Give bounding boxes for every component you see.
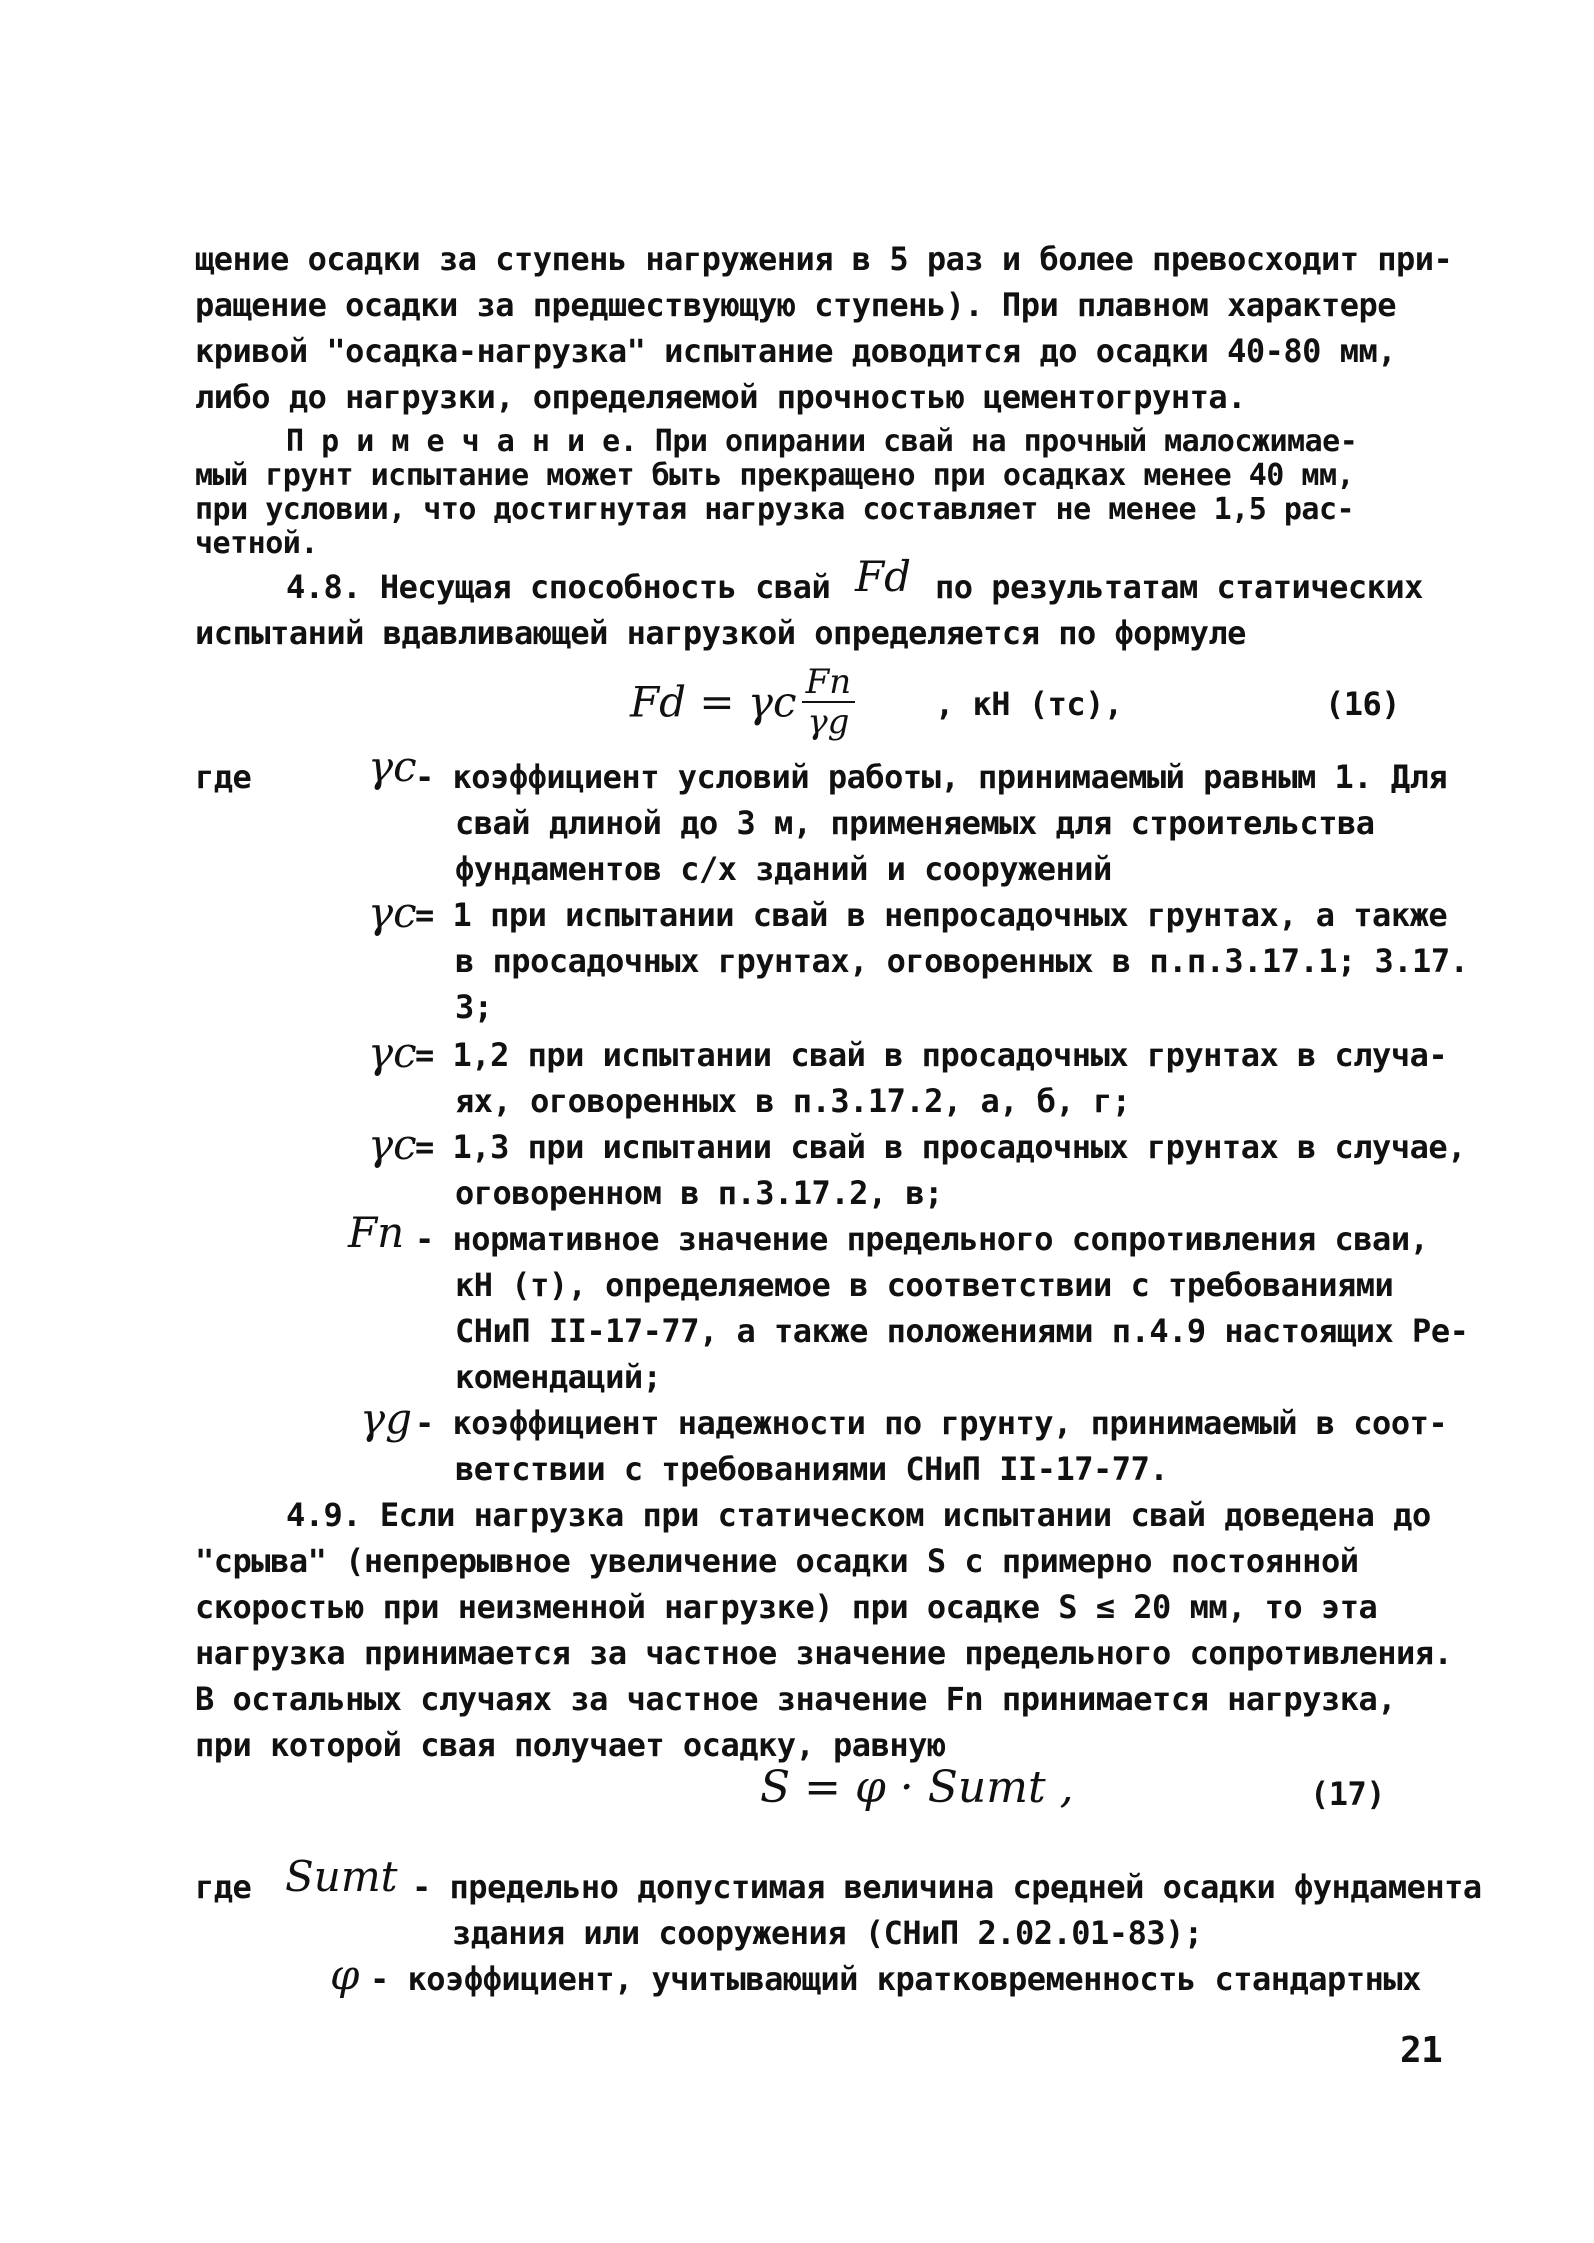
where1-item1-line1: - коэффициент условий работы, принимаемый равным 1. Для bbox=[415, 758, 1448, 796]
eq16-units: , кН (тс), bbox=[935, 685, 1123, 723]
page-number: 21 bbox=[1400, 2030, 1443, 2071]
where1-item6-line1: - коэффициент надежности по грунту, принимаемый в соот- bbox=[415, 1404, 1448, 1442]
p48-line-1b: по результатам статических bbox=[935, 568, 1423, 606]
note-line-4: четной. bbox=[195, 526, 318, 561]
where1-item2-line3: 3; bbox=[455, 988, 493, 1026]
where1-item1-line2: свай длиной до 3 м, применяемых для строительства bbox=[455, 804, 1375, 842]
para1-line-1: щение осадки за ступень нагружения в 5 раз и более превосходит при- bbox=[195, 240, 1453, 278]
eq16-fraction bbox=[802, 662, 856, 742]
p49-line-2: "срыва" (непрерывное увеличение осадки S с примерно постоянной bbox=[195, 1542, 1359, 1580]
fd-symbol: Fd bbox=[855, 552, 912, 601]
where1-label: где bbox=[195, 758, 252, 796]
note-line-3: при условии, что достигнутая нагрузка составляет не менее 1,5 рас- bbox=[195, 492, 1355, 527]
p49-line-3: скоростью при неизменной нагрузке) при осадке S ≤ 20 мм, то эта bbox=[195, 1588, 1378, 1626]
eq16-number: (16) bbox=[1325, 685, 1401, 723]
where2-item1-line1: - предельно допустимая величина средней осадки фундамента bbox=[412, 1868, 1482, 1906]
where1-item3-line1: = 1,2 при испытании свай в просадочных грунтах в случа- bbox=[415, 1036, 1448, 1074]
where1-item2-line1: = 1 при испытании свай в непросадочных грунтах, а также bbox=[415, 896, 1448, 934]
where1-item5-line4: комендаций; bbox=[455, 1358, 662, 1396]
p48-line-1a: 4.8. Несущая способность свай bbox=[286, 568, 831, 606]
p48-line-2: испытаний вдавливающей нагрузкой определяется по формуле bbox=[195, 614, 1246, 652]
note-line-1: П р и м е ч а н и е. При опирании свай на прочный малосжимае- bbox=[286, 424, 1358, 459]
where2-label: где bbox=[195, 1868, 252, 1906]
where2-item1-line2: здания или сооружения (СНиП 2.02.01-83); bbox=[452, 1914, 1203, 1952]
gamma-c-symbol-4: γc bbox=[368, 1120, 417, 1169]
gamma-c-symbol-1: γc bbox=[368, 742, 417, 791]
where1-item1-line3: фундаментов с/х зданий и сооружений bbox=[455, 850, 1112, 888]
where1-item6-line2: ветствии с требованиями СНиП II-17-77. bbox=[455, 1450, 1169, 1488]
where2-item2-line1: - коэффициент, учитывающий кратковременность стандартных bbox=[370, 1960, 1421, 1998]
eq16-lhs: Fd = γc bbox=[630, 677, 797, 727]
p49-line-6: при которой свая получает осадку, равную bbox=[195, 1726, 946, 1764]
p49-line-1: 4.9. Если нагрузка при статическом испытании свай доведена до bbox=[286, 1496, 1431, 1534]
para1-line-4: либо до нагрузки, определяемой прочностью цементогрунта. bbox=[195, 378, 1246, 416]
sumt-symbol: Sumt bbox=[285, 1852, 398, 1901]
para1-line-3: кривой "осадка-нагрузка" испытание доводится до осадки 40-80 мм, bbox=[195, 332, 1396, 370]
eq17-number: (17) bbox=[1310, 1775, 1386, 1813]
where1-item5-line3: СНиП II-17-77, а также положениями п.4.9 настоящих Ре- bbox=[455, 1312, 1469, 1350]
gamma-g-symbol: γg bbox=[360, 1394, 412, 1443]
where1-item5-line2: кН (т), определяемое в соответствии с требованиями bbox=[455, 1266, 1394, 1304]
equation-17: S = φ · Sumt , bbox=[760, 1762, 1074, 1813]
gamma-c-symbol-2: γc bbox=[368, 888, 417, 937]
para1-line-2: ращение осадки за предшествующую ступень). При плавном характере bbox=[195, 286, 1396, 324]
where1-item5-line1: - нормативное значение предельного сопротивления сваи, bbox=[415, 1220, 1429, 1258]
where1-item3-line2: ях, оговоренных в п.3.17.2, а, б, г; bbox=[455, 1082, 1131, 1120]
note-line-2: мый грунт испытание может быть прекращено при осадках менее 40 мм, bbox=[195, 458, 1355, 493]
equation-16 bbox=[630, 662, 855, 742]
p49-line-4: нагрузка принимается за частное значение предельного сопротивления. bbox=[195, 1634, 1453, 1672]
where1-item4-line2: оговоренном в п.3.17.2, в; bbox=[455, 1174, 943, 1212]
where1-item4-line1: = 1,3 при испытании свай в просадочных грунтах в случае, bbox=[415, 1128, 1466, 1166]
gamma-c-symbol-3: γc bbox=[368, 1028, 417, 1077]
p49-line-5: В остальных случаях за частное значение Fn принимается нагрузка, bbox=[195, 1680, 1396, 1718]
eq16-numerator: Fn bbox=[802, 665, 856, 703]
where1-item2-line2: в просадочных грунтах, оговоренных в п.п.3.17.1; 3.17. bbox=[455, 942, 1469, 980]
eq16-denominator: γg bbox=[807, 702, 850, 742]
fn-symbol-1: Fn bbox=[348, 1208, 405, 1257]
phi-symbol: φ bbox=[330, 1950, 360, 1999]
